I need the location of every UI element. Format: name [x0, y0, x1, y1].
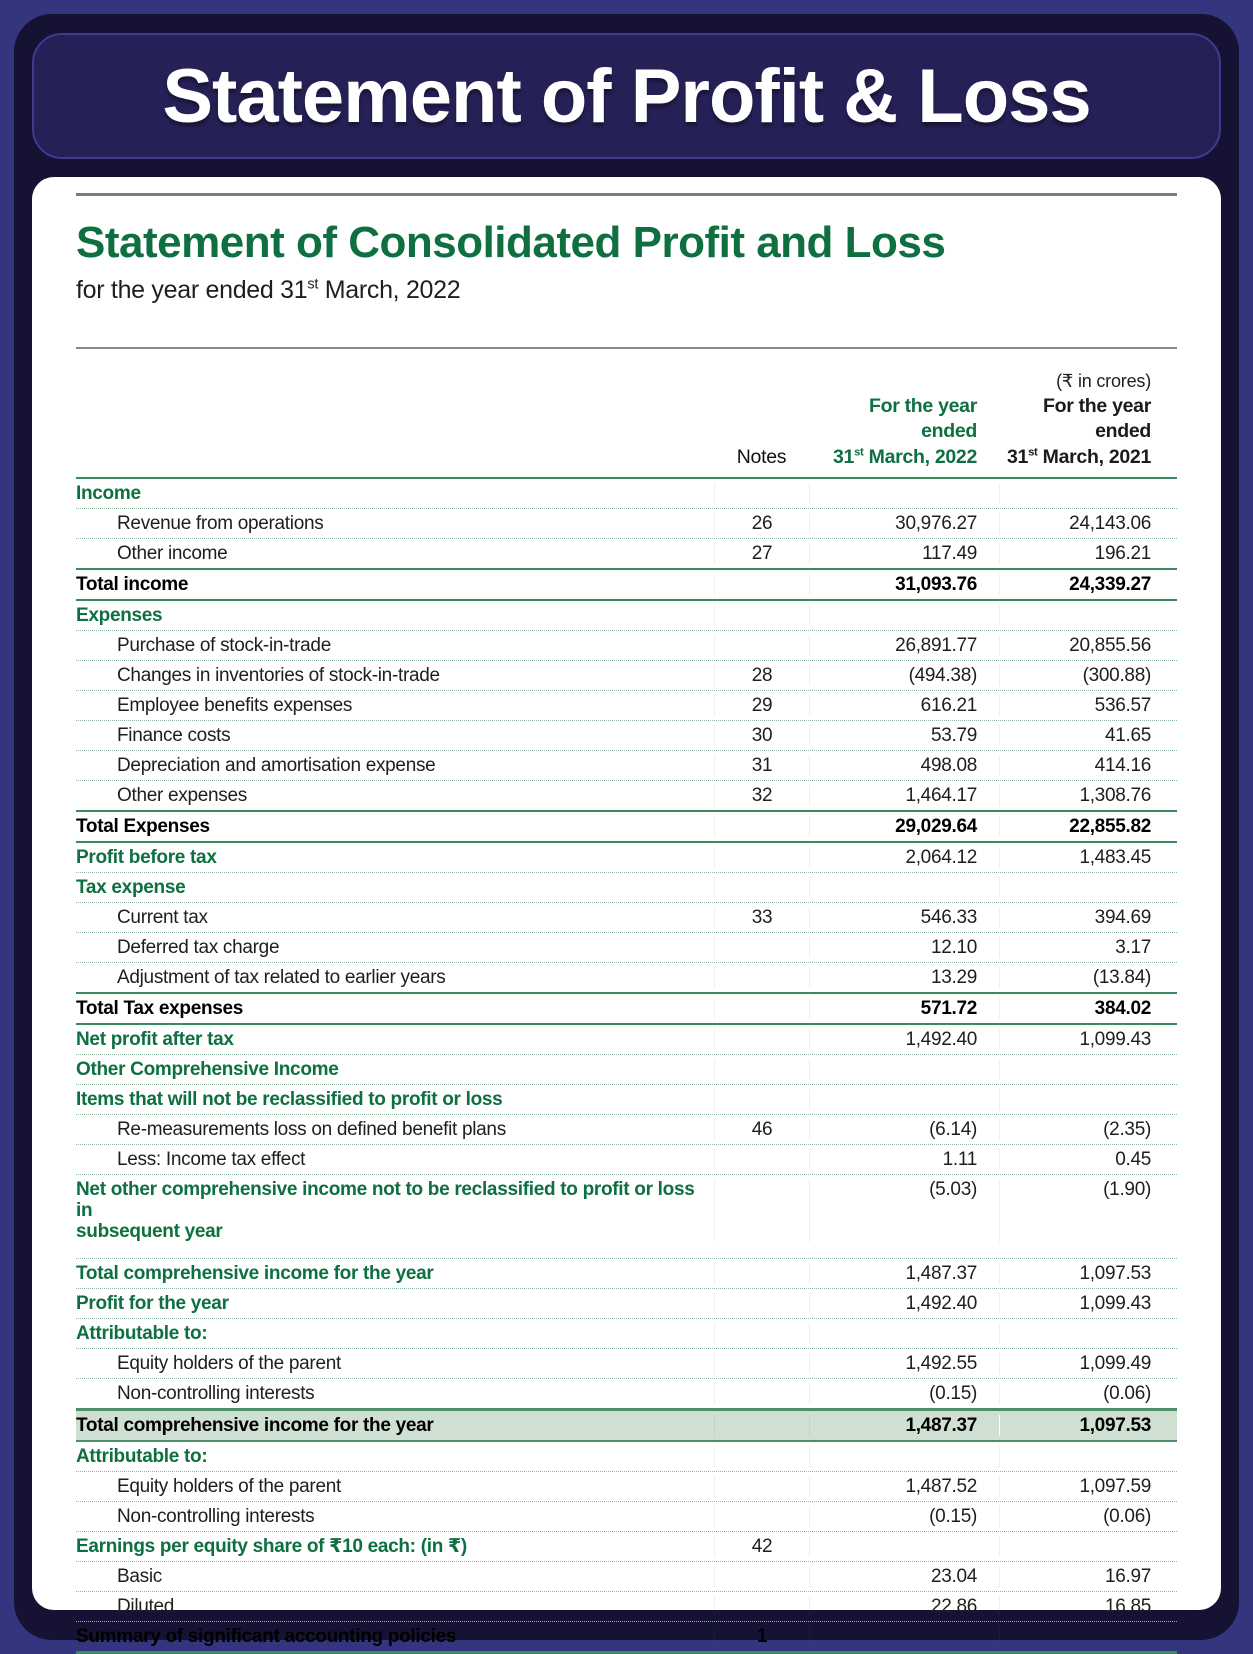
row-value-2021	[999, 1059, 1177, 1080]
table-row	[76, 720, 1177, 750]
row-value-2022	[809, 483, 999, 504]
row-note: 31	[714, 755, 809, 776]
table-row	[76, 630, 1177, 660]
row-note: 26	[714, 513, 809, 534]
row-label: Attributable to:	[76, 1446, 208, 1468]
row-value-2022: 546.33	[809, 907, 999, 928]
row-value-2022: 1,487.37	[809, 1263, 999, 1284]
row-label: Profit for the year	[76, 1293, 229, 1315]
row-value-2021: 536.57	[999, 695, 1177, 716]
row-label: Other Comprehensive Income	[76, 1059, 339, 1081]
row-note	[714, 1476, 809, 1497]
row-note	[714, 635, 809, 656]
row-value-2021	[999, 877, 1177, 898]
row-label: Purchase of stock-in-trade	[117, 635, 331, 657]
row-label: Other income	[117, 543, 228, 565]
table-row	[76, 1442, 1177, 1471]
row-value-2021: 414.16	[999, 755, 1177, 776]
table-row	[76, 1561, 1177, 1591]
table-row	[76, 660, 1177, 690]
row-value-2021	[999, 1446, 1177, 1467]
row-value-2022: 13.29	[809, 967, 999, 988]
row-value-2022	[809, 1323, 999, 1344]
row-note: 33	[714, 907, 809, 928]
row-value-2022: 53.79	[809, 725, 999, 746]
row-note	[714, 574, 809, 595]
row-value-2022: 30,976.27	[809, 513, 999, 534]
row-value-2021: 1,097.53	[999, 1263, 1177, 1284]
row-label: Total Tax expenses	[76, 998, 244, 1020]
table-row	[76, 690, 1177, 720]
row-value-2021: 16.97	[999, 1566, 1177, 1587]
row-value-2021: 1,097.53	[999, 1415, 1177, 1436]
table-row	[76, 1288, 1177, 1318]
row-value-2022: 12.10	[809, 937, 999, 958]
table-row	[76, 1621, 1177, 1651]
row-label: Tax expense	[76, 877, 186, 899]
table-row	[76, 843, 1177, 872]
row-label: Deferred tax charge	[117, 937, 280, 959]
row-note	[714, 1149, 809, 1170]
row-label: Net profit after tax	[76, 1029, 234, 1051]
row-value-2021: 394.69	[999, 907, 1177, 928]
row-value-2021: 20,855.56	[999, 635, 1177, 656]
row-value-2022	[809, 877, 999, 898]
row-note	[714, 1446, 809, 1467]
page-frame	[14, 14, 1239, 1648]
top-divider	[76, 193, 1177, 196]
row-label: Current tax	[117, 907, 208, 929]
row-value-2022: (0.15)	[809, 1383, 999, 1404]
table-row	[76, 1054, 1177, 1084]
row-label: Net other comprehensive income not to be reclassified to profit or loss in subsequent year	[76, 1179, 695, 1243]
row-label: Other expenses	[117, 785, 247, 807]
row-value-2022: (494.38)	[809, 665, 999, 686]
table-row	[76, 1114, 1177, 1144]
row-note	[714, 1089, 809, 1110]
row-value-2022: 1,487.52	[809, 1476, 999, 1497]
row-note: 46	[714, 1119, 809, 1140]
mid-divider	[76, 347, 1177, 349]
row-value-2022: 26,891.77	[809, 635, 999, 656]
row-value-2022	[809, 1059, 999, 1080]
row-note	[714, 1263, 809, 1284]
row-note	[714, 1179, 809, 1242]
row-note: 30	[714, 725, 809, 746]
row-value-2022: 571.72	[809, 998, 999, 1019]
row-note	[714, 1383, 809, 1404]
row-note	[714, 1059, 809, 1080]
row-value-2022: 616.21	[809, 695, 999, 716]
row-note	[714, 1353, 809, 1374]
row-label: Equity holders of the parent	[117, 1476, 341, 1498]
row-value-2021: 1,097.59	[999, 1476, 1177, 1497]
row-label: Attributable to:	[76, 1323, 208, 1345]
table-header	[76, 394, 1177, 479]
row-value-2022: 29,029.64	[809, 816, 999, 837]
row-value-2022: 498.08	[809, 755, 999, 776]
row-value-2021	[999, 1626, 1177, 1647]
row-label: Income	[76, 483, 141, 505]
row-value-2022: 1.11	[809, 1149, 999, 1170]
row-value-2021: 24,339.27	[999, 574, 1177, 595]
row-note: 28	[714, 665, 809, 686]
table-row	[76, 872, 1177, 902]
row-value-2021	[999, 1323, 1177, 1344]
row-label: Expenses	[76, 605, 163, 627]
row-note: 27	[714, 543, 809, 564]
header-year-2021: For the year ended 31st March, 2021	[1006, 395, 1151, 468]
row-label: Profit before tax	[76, 847, 217, 869]
header-year-2022: For the year ended 31st March, 2022	[832, 395, 977, 468]
row-value-2022	[809, 1089, 999, 1110]
row-label: Equity holders of the parent	[117, 1353, 341, 1375]
table-row	[76, 962, 1177, 992]
row-value-2022: 23.04	[809, 1566, 999, 1587]
row-value-2022: 1,492.55	[809, 1353, 999, 1374]
table-row	[76, 1318, 1177, 1348]
row-value-2021: 384.02	[999, 998, 1177, 1019]
row-label: Finance costs	[117, 725, 231, 747]
statement-card	[32, 177, 1221, 1648]
row-label: Total comprehensive income for the year	[76, 1415, 434, 1437]
table-row	[76, 1348, 1177, 1378]
statement-table	[76, 479, 1177, 1654]
table-row	[76, 1025, 1177, 1054]
row-value-2021	[999, 1536, 1177, 1557]
row-value-2022: (5.03)	[809, 1179, 999, 1242]
row-label: Depreciation and amortisation expense	[117, 755, 436, 777]
row-note	[714, 1596, 809, 1617]
table-row	[76, 538, 1177, 568]
row-value-2022: 1,487.37	[809, 1415, 999, 1436]
row-note	[714, 1566, 809, 1587]
table-row	[76, 1084, 1177, 1114]
table-row	[76, 1471, 1177, 1501]
row-value-2021: 41.65	[999, 725, 1177, 746]
row-label: Total comprehensive income for the year	[76, 1263, 434, 1285]
row-label: Items that will not be reclassified to profit or loss	[76, 1089, 503, 1111]
row-value-2021	[999, 483, 1177, 504]
row-note	[714, 847, 809, 868]
row-value-2022: (0.15)	[809, 1506, 999, 1527]
header-notes: Notes	[736, 445, 787, 468]
table-row	[76, 1531, 1177, 1561]
table-row	[76, 1174, 1177, 1258]
row-value-2021: 1,099.43	[999, 1293, 1177, 1314]
row-value-2021: 1,308.76	[999, 785, 1177, 806]
row-value-2021: 1,099.49	[999, 1353, 1177, 1374]
row-value-2021	[999, 1089, 1177, 1110]
row-note: 42	[714, 1536, 809, 1557]
row-value-2021: 16.85	[999, 1596, 1177, 1617]
table-row	[76, 479, 1177, 508]
table-row	[76, 902, 1177, 932]
row-note: 32	[714, 785, 809, 806]
row-label: Changes in inventories of stock-in-trade	[117, 665, 440, 687]
table-row	[76, 1501, 1177, 1531]
row-note	[714, 605, 809, 626]
row-label: Re-measurements loss on defined benefit plans	[117, 1119, 506, 1141]
table-row	[76, 810, 1177, 843]
table-row	[76, 1591, 1177, 1621]
row-value-2022: 1,492.40	[809, 1029, 999, 1050]
row-value-2022: 2,064.12	[809, 847, 999, 868]
row-value-2021: 3.17	[999, 937, 1177, 958]
row-value-2021: (2.35)	[999, 1119, 1177, 1140]
row-note	[714, 1029, 809, 1050]
row-value-2021: (0.06)	[999, 1506, 1177, 1527]
row-label: Employee benefits expenses	[117, 695, 353, 717]
table-row	[76, 1258, 1177, 1288]
row-value-2022	[809, 1536, 999, 1557]
row-label: Total Expenses	[76, 816, 210, 838]
row-value-2021: (1.90)	[999, 1179, 1177, 1242]
table-row	[76, 1408, 1177, 1442]
row-label: Basic	[117, 1566, 162, 1588]
row-value-2021: 1,099.43	[999, 1029, 1177, 1050]
row-value-2021: 22,855.82	[999, 816, 1177, 837]
row-label: Non-controlling interests	[117, 1506, 315, 1528]
row-value-2022	[809, 1626, 999, 1647]
row-value-2022: 117.49	[809, 543, 999, 564]
row-value-2022	[809, 1446, 999, 1467]
row-label: Adjustment of tax related to earlier years	[117, 967, 446, 989]
row-note	[714, 877, 809, 898]
table-row	[76, 1144, 1177, 1174]
row-note: 29	[714, 695, 809, 716]
table-row	[76, 568, 1177, 601]
row-value-2021: 1,483.45	[999, 847, 1177, 868]
table-row	[76, 780, 1177, 810]
table-row	[76, 750, 1177, 780]
table-row	[76, 601, 1177, 630]
row-label: Summary of significant accounting policies	[76, 1626, 457, 1648]
currency-note: (₹ in crores)	[1056, 371, 1151, 391]
row-label: Non-controlling interests	[117, 1383, 315, 1405]
row-value-2022: 22.86	[809, 1596, 999, 1617]
row-value-2021: (0.06)	[999, 1383, 1177, 1404]
row-label: Less: Income tax effect	[117, 1149, 306, 1171]
row-note	[714, 937, 809, 958]
row-note: 1	[714, 1626, 809, 1647]
statement-subtitle: for the year ended 31st March, 2022	[76, 276, 461, 304]
statement-title: Statement of Consolidated Profit and Loss	[76, 218, 946, 267]
row-value-2021: 196.21	[999, 543, 1177, 564]
table-row	[76, 508, 1177, 538]
row-note	[714, 1293, 809, 1314]
row-value-2022: 31,093.76	[809, 574, 999, 595]
row-note	[714, 1415, 809, 1436]
row-note	[714, 1506, 809, 1527]
row-value-2021	[999, 605, 1177, 626]
row-note	[714, 483, 809, 504]
row-note	[714, 816, 809, 837]
row-value-2022	[809, 605, 999, 626]
row-value-2021: 24,143.06	[999, 513, 1177, 534]
row-note	[714, 967, 809, 988]
page-title: Statement of Profit & Loss	[162, 53, 1091, 139]
row-value-2022: 1,464.17	[809, 785, 999, 806]
row-label: Diluted	[117, 1596, 175, 1618]
row-value-2022: 1,492.40	[809, 1293, 999, 1314]
row-note	[714, 998, 809, 1019]
row-label: Earnings per equity share of ₹10 each: (in ₹)	[76, 1536, 467, 1558]
row-note	[714, 1323, 809, 1344]
table-row	[76, 992, 1177, 1025]
row-value-2022: (6.14)	[809, 1119, 999, 1140]
table-row	[76, 1378, 1177, 1408]
row-label: Revenue from operations	[117, 513, 324, 535]
row-value-2021: (13.84)	[999, 967, 1177, 988]
row-value-2021: 0.45	[999, 1149, 1177, 1170]
row-label: Total income	[76, 574, 189, 596]
table-row	[76, 932, 1177, 962]
row-value-2021: (300.88)	[999, 665, 1177, 686]
page-banner	[32, 33, 1221, 159]
